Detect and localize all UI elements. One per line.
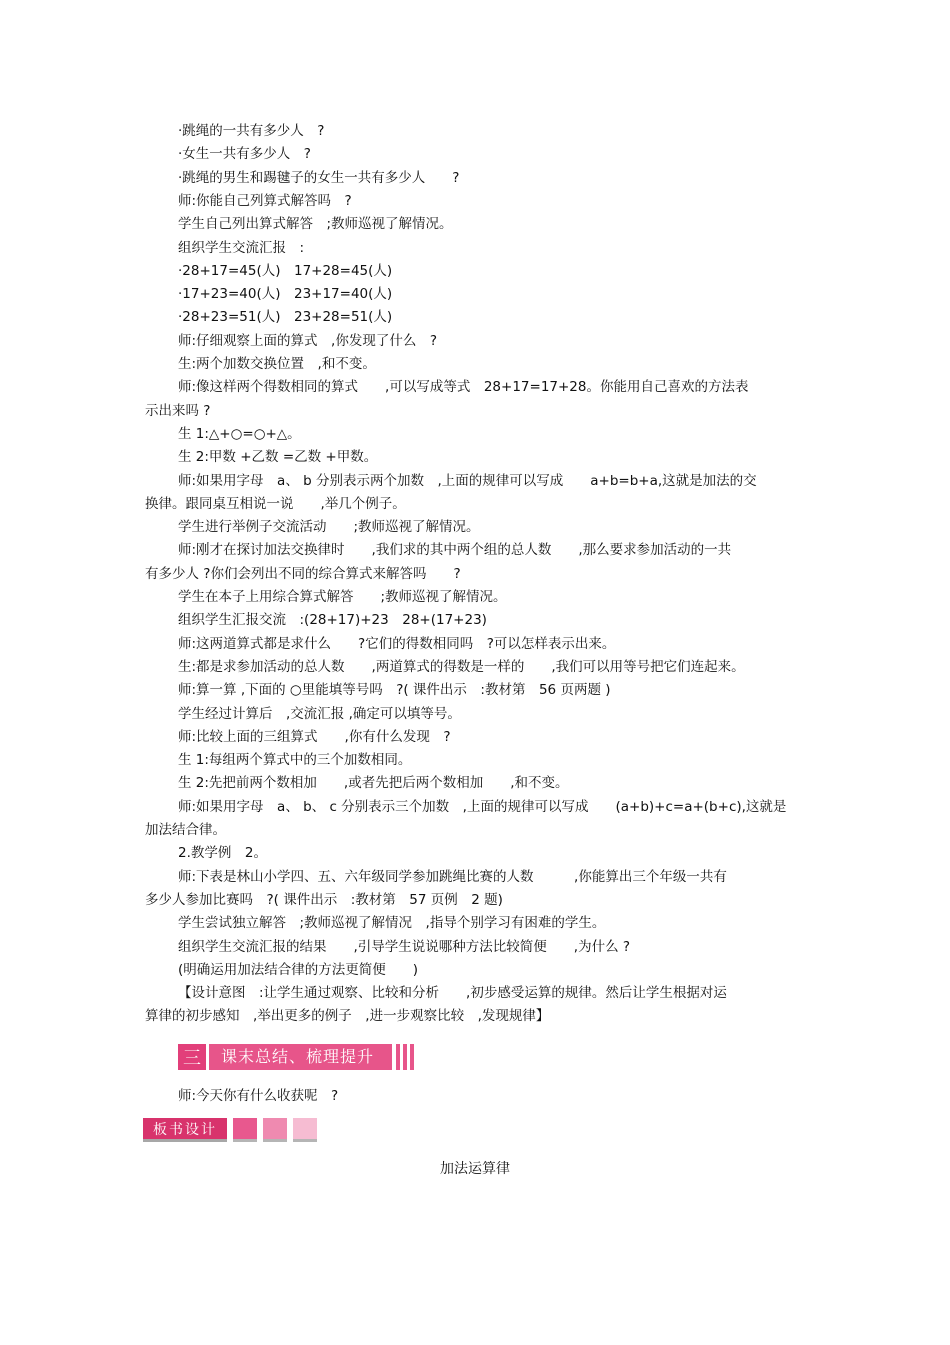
text-line: 【设计意图 :让学生通过观察、比较和分析 ,初步感受运算的规律。然后让学生根据对运 bbox=[178, 985, 727, 1002]
text-line: 生 1:每组两个算式中的三个加数相同。 bbox=[178, 752, 412, 769]
closing-question: 师:今天你有什么收获呢 ? bbox=[178, 1088, 339, 1104]
section-number: 三 bbox=[178, 1044, 206, 1070]
decor-square bbox=[293, 1118, 317, 1142]
text-line: 生:两个加数交换位置 ,和不变。 bbox=[178, 356, 376, 372]
text-line: 师:如果用字母 a、 b、 c 分别表示三个加数 ,上面的规律可以写成 (a+b)+c=a+(b+c),这就是 bbox=[178, 798, 787, 815]
decor-square bbox=[263, 1118, 287, 1142]
text-line: 师:刚才在探讨加法交换律时 ,我们求的其中两个组的总人数 ,那么要求参加活动的一共 bbox=[178, 542, 732, 559]
text-line: 多少人参加比赛吗 ?( 课件出示 :教材第 57 页例 2 题) bbox=[145, 891, 503, 908]
text-line: 师:仔细观察上面的算式 ,你发现了什么 ? bbox=[178, 332, 438, 349]
text-line: 2.教学例 2。 bbox=[178, 845, 267, 862]
text-line: ·28+17=45(人) 17+28=45(人) bbox=[178, 262, 393, 279]
text-line: 生:都是求参加活动的总人数 ,两道算式的得数是一样的 ,我们可以用等号把它们连起来。 bbox=[178, 658, 745, 675]
text-line: 生 2:甲数 +乙数 =乙数 +甲数。 bbox=[178, 449, 378, 466]
board-design-label: 板书设计 bbox=[143, 1118, 227, 1142]
text-line: ·女生一共有多少人 ? bbox=[178, 146, 311, 163]
text-line: 加法结合律。 bbox=[145, 822, 226, 838]
text-line: 示出来吗 ? bbox=[145, 402, 211, 419]
text-line: 学生尝试独立解答 ;教师巡视了解情况 ,指导个别学习有困难的学生。 bbox=[178, 915, 606, 932]
text-line: ·17+23=40(人) 23+17=40(人) bbox=[178, 286, 393, 303]
section-stripes-decoration bbox=[396, 1044, 417, 1070]
text-line: 师:算一算 ,下面的 ○里能填等号吗 ?( 课件出示 :教材第 56 页两题 ) bbox=[178, 682, 611, 699]
text-line: 师:你能自己列算式解答吗 ? bbox=[178, 192, 352, 209]
text-line: 换律。跟同桌互相说一说 ,举几个例子。 bbox=[145, 495, 406, 512]
text-line: 师:下表是林山小学四、五、六年级同学参加跳绳比赛的人数 ,你能算出三个年级一共有 bbox=[178, 868, 727, 885]
section-title: 课末总结、梳理提升 bbox=[209, 1044, 392, 1070]
text-line: (明确运用加法结合律的方法更简便 ) bbox=[178, 961, 419, 978]
text-line: 组织学生交流汇报 : bbox=[178, 239, 305, 256]
text-line: 师:像这样两个得数相同的算式 ,可以写成等式 28+17=17+28。你能用自己喜欢的方法表 bbox=[178, 379, 749, 396]
text-line: 组织学生交流汇报的结果 ,引导学生说说哪种方法比较简便 ,为什么 ? bbox=[178, 938, 631, 955]
text-line: 学生自己列出算式解答 ;教师巡视了解情况。 bbox=[178, 216, 453, 233]
text-line: 生 1:△+○=○+△。 bbox=[178, 425, 301, 442]
text-line: 师:如果用字母 a、 b 分别表示两个加数 ,上面的规律可以写成 a+b=b+a,这就是加法的交 bbox=[178, 472, 757, 489]
text-line: 学生在本子上用综合算式解答 ;教师巡视了解情况。 bbox=[178, 589, 507, 605]
board-title: 加法运算律 bbox=[440, 1161, 510, 1177]
section-header bbox=[178, 1044, 417, 1070]
board-design-header bbox=[143, 1118, 317, 1142]
text-line: 生 2:先把前两个数相加 ,或者先把后两个数相加 ,和不变。 bbox=[178, 775, 569, 792]
decor-square bbox=[233, 1118, 257, 1142]
text-line: 师:这两道算式都是求什么 ?它们的得数相同吗 ?可以怎样表示出来。 bbox=[178, 635, 616, 652]
text-line: ·28+23=51(人) 23+28=51(人) bbox=[178, 309, 393, 326]
text-line: 组织学生汇报交流 :(28+17)+23 28+(17+23) bbox=[178, 612, 487, 629]
text-line: 学生进行举例子交流活动 ;教师巡视了解情况。 bbox=[178, 519, 480, 536]
text-line: 学生经过计算后 ,交流汇报 ,确定可以填等号。 bbox=[178, 705, 461, 722]
text-line: 有多少人 ?你们会列出不同的综合算式来解答吗 ? bbox=[145, 565, 461, 582]
text-line: 算律的初步感知 ,举出更多的例子 ,进一步观察比较 ,发现规律】 bbox=[145, 1008, 550, 1025]
text-line: ·跳绳的男生和踢毽子的女生一共有多少人 ? bbox=[178, 169, 460, 186]
text-line: ·跳绳的一共有多少人 ? bbox=[178, 123, 325, 139]
text-line: 师:比较上面的三组算式 ,你有什么发现 ? bbox=[178, 728, 451, 745]
